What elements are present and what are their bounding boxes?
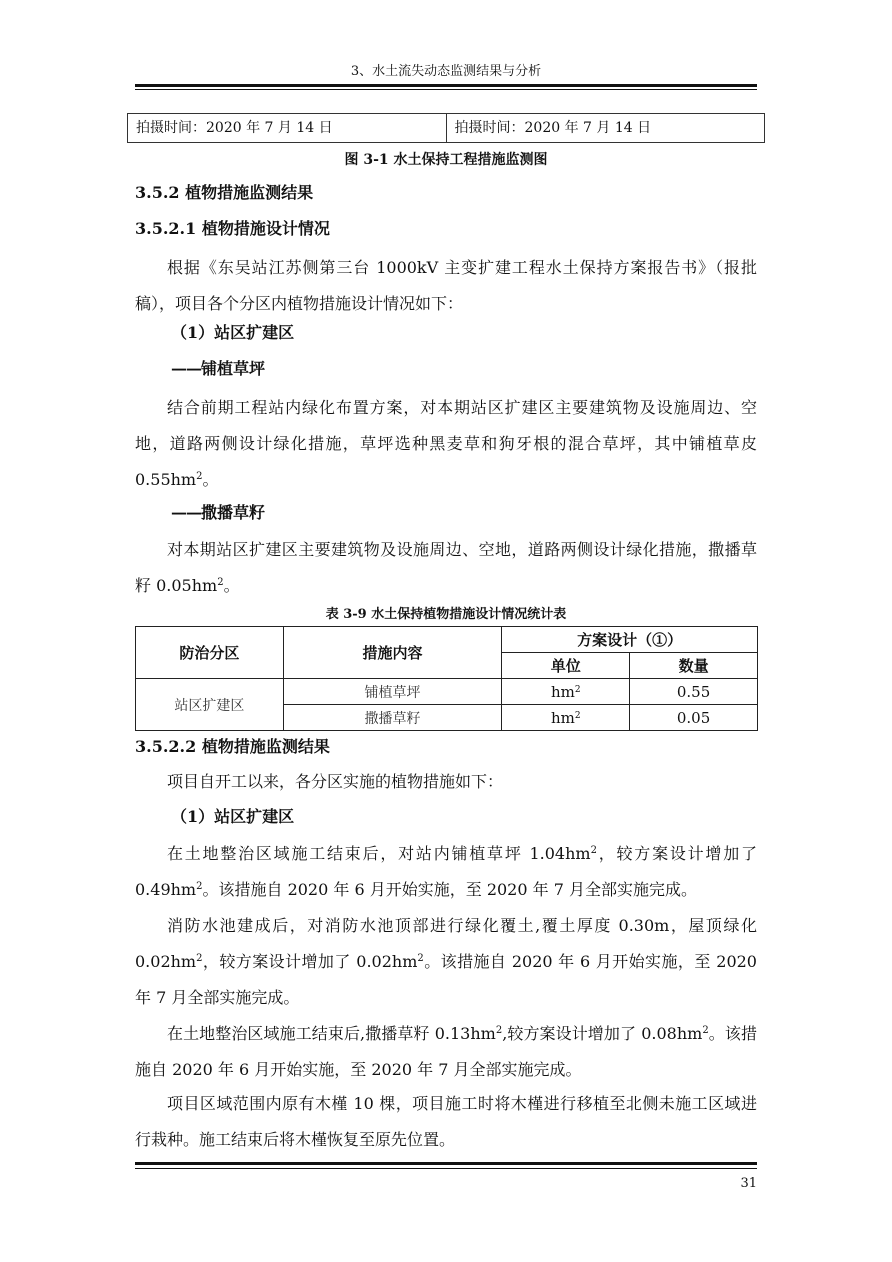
figure-caption: 图 3-1 水土保持工程措施监测图: [344, 152, 548, 168]
table-caption: 表 3-9 水土保持植物措施设计情况统计表: [325, 607, 567, 622]
section-heading-3-5-2-2: 3.5.2.2 植物措施监测结果: [135, 737, 330, 756]
zone-cell: 站区扩建区: [136, 679, 284, 731]
roof-greening-paragraph: 消防水池建成后，对消防水池顶部进行绿化覆土,覆土厚度 0.30m，屋顶绿化 $0.02hm^2$，较方案设计增加了 $0.02hm^2$。该措施自 2020 年 6 月开始实施，至 2020 年 7 月全部实施完成。: [135, 916, 757, 1007]
footer-rule-thin: [135, 1168, 757, 1169]
hibiscus-transplant-paragraph: 项目区域范围内原有木槿 10 棵，项目施工时将木槿进行移植至北侧未施工区域进行栽种。施工结束后将木槿恢复至原先位置。: [135, 1094, 757, 1149]
footer-rule-thick: [135, 1162, 757, 1165]
section-heading-3-5-2-1: 3.5.2.1 植物措施设计情况: [135, 219, 330, 238]
content-cell: 铺植草坪: [283, 679, 502, 705]
header-content: 措施内容: [283, 627, 502, 679]
photo-caption-right: 拍摄时间：2020 年 7 月 14 日: [446, 114, 765, 142]
photo-caption-row: [127, 113, 765, 143]
plant-measures-design-table: [135, 626, 758, 731]
seeding-monitoring-paragraph: 在土地整治区域施工结束后,撒播草籽 $0.13hm^2$,较方案设计增加了 $0.08hm^2$。该措施自 2020 年 6 月开始实施，至 2020 年 7 月全部实施完成。: [135, 1024, 757, 1079]
running-header: 3、水土流失动态监测结果与分析: [350, 64, 542, 79]
measure-title-seeding: 撒播草籽: [201, 503, 266, 522]
page-number: 31: [740, 1176, 757, 1191]
design-intro-paragraph: 根据《东吴站江苏侧第三台 1000kV 主变扩建工程水土保持方案报告书》（报批稿），项目各个分区内植物措施设计情况如下：: [135, 258, 757, 313]
lawn-monitoring-paragraph: 在土地整治区域施工结束后，对站内铺植草坪 $1.04hm^2$，较方案设计增加了 $0.49hm^2$。该措施自 2020 年 6 月开始实施，至 2020 年 7 月全部实施完成。: [135, 844, 757, 899]
table-row: [136, 679, 758, 705]
zone-heading-monitoring: （1）站区扩建区: [171, 807, 295, 826]
em-dash: ——: [171, 359, 201, 378]
header-quantity: 数量: [630, 653, 758, 679]
content-cell: 撒播草籽: [283, 705, 502, 731]
measure-heading-lawn: [171, 358, 265, 380]
measure-heading-seeding: [171, 502, 265, 524]
seeding-design-paragraph: 对本期站区扩建区主要建筑物及设施周边、空地，道路两侧设计绿化措施，撒播草籽 $0.05hm^2$。: [135, 540, 757, 595]
unit-cell: $hm^2$: [502, 705, 630, 731]
em-dash: ——: [171, 503, 201, 522]
lawn-design-paragraph: 结合前期工程站内绿化布置方案，对本期站区扩建区主要建筑物及设施周边、空地，道路两侧设计绿化措施，草坪选种黑麦草和狗牙根的混合草坪，其中铺植草皮 $0.55hm^2$。: [135, 398, 757, 489]
unit-cell: $hm^2$: [502, 679, 630, 705]
header-plan-design: 方案设计（①）: [502, 627, 758, 653]
header-rule-thick: [135, 84, 757, 87]
header-rule-thin: [135, 89, 757, 90]
photo-caption-left: 拍摄时间：2020 年 7 月 14 日: [136, 120, 333, 136]
quantity-cell: 0.55: [630, 679, 758, 705]
quantity-cell: 0.05: [630, 705, 758, 731]
section-heading-3-5-2: 3.5.2 植物措施监测结果: [135, 183, 314, 202]
header-unit: 单位: [502, 653, 630, 679]
header-zone: 防治分区: [136, 627, 284, 679]
monitoring-intro-paragraph: 项目自开工以来，各分区实施的植物措施如下：: [167, 772, 504, 791]
zone-heading-design: （1）站区扩建区: [171, 323, 295, 342]
measure-title-lawn: 铺植草坪: [201, 359, 266, 378]
